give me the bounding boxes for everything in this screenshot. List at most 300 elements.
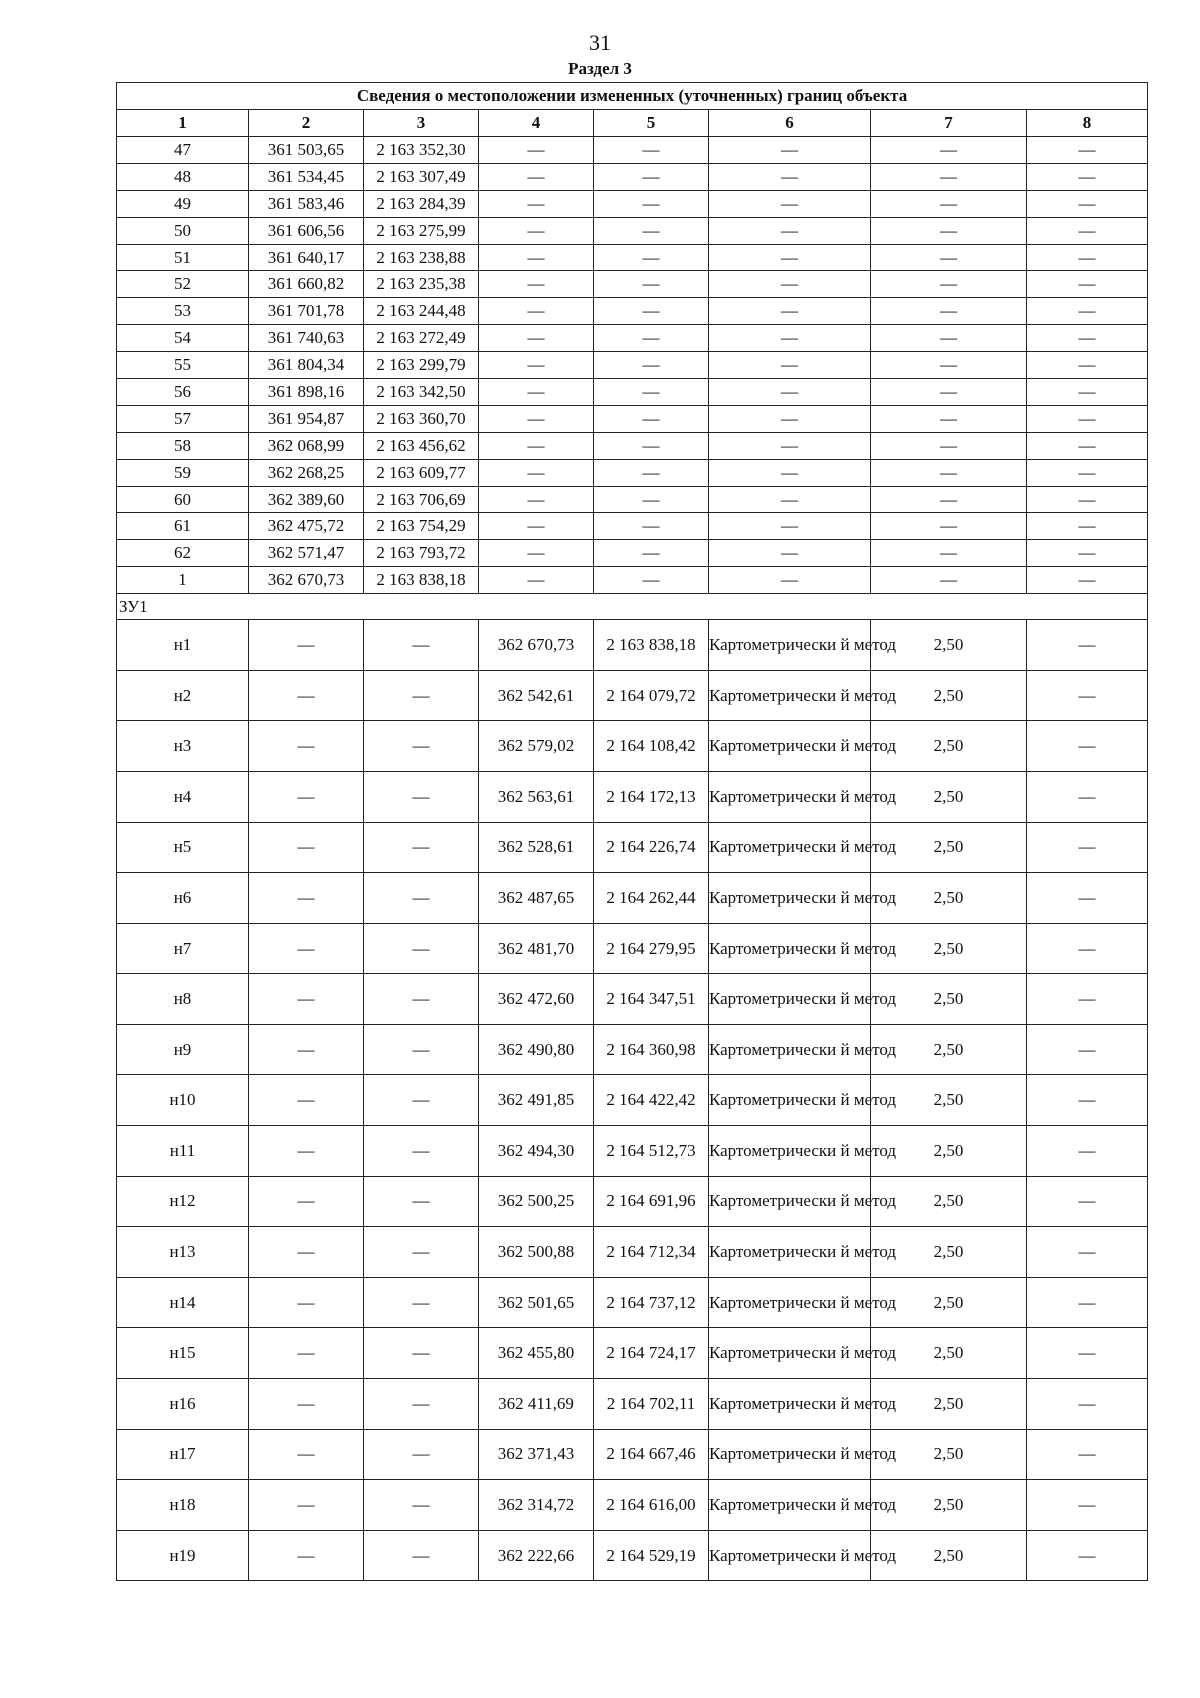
point-number: 59	[117, 459, 249, 486]
point-number: н16	[117, 1379, 249, 1430]
empty-dash: —	[1027, 1328, 1148, 1379]
empty-dash: —	[479, 405, 594, 432]
table-row	[117, 244, 1148, 271]
empty-dash: —	[249, 1530, 364, 1581]
table-row	[117, 822, 1148, 873]
point-number: н11	[117, 1126, 249, 1177]
empty-dash: —	[364, 1126, 479, 1177]
empty-dash: —	[479, 137, 594, 164]
table-row	[117, 974, 1148, 1025]
empty-dash: —	[1027, 620, 1148, 671]
empty-dash: —	[709, 244, 871, 271]
new-y: 2 164 347,51	[594, 974, 709, 1025]
accuracy: 2,50	[871, 1429, 1027, 1480]
table-row	[117, 486, 1148, 513]
point-number: 1	[117, 567, 249, 594]
empty-dash: —	[594, 567, 709, 594]
column-number: 3	[364, 110, 479, 137]
empty-dash: —	[871, 352, 1027, 379]
new-x: 362 481,70	[479, 923, 594, 974]
new-x: 362 371,43	[479, 1429, 594, 1480]
empty-dash: —	[479, 567, 594, 594]
method: Картометрически й метод	[709, 1480, 871, 1531]
empty-dash: —	[1027, 137, 1148, 164]
empty-dash: —	[1027, 217, 1148, 244]
empty-dash: —	[1027, 1530, 1148, 1581]
empty-dash: —	[249, 1227, 364, 1278]
existing-y: 2 163 307,49	[364, 163, 479, 190]
empty-dash: —	[709, 567, 871, 594]
new-y: 2 164 172,13	[594, 771, 709, 822]
method: Картометрически й метод	[709, 1126, 871, 1177]
new-x: 362 500,25	[479, 1176, 594, 1227]
existing-y: 2 163 238,88	[364, 244, 479, 271]
empty-dash: —	[709, 325, 871, 352]
empty-dash: —	[1027, 721, 1148, 772]
empty-dash: —	[594, 137, 709, 164]
accuracy: 2,50	[871, 721, 1027, 772]
point-number: 61	[117, 513, 249, 540]
existing-points-body	[117, 137, 1148, 594]
empty-dash: —	[709, 513, 871, 540]
column-number: 4	[479, 110, 594, 137]
table-row	[117, 432, 1148, 459]
empty-dash: —	[1027, 1379, 1148, 1430]
table-row	[117, 271, 1148, 298]
empty-dash: —	[1027, 1429, 1148, 1480]
new-x: 362 579,02	[479, 721, 594, 772]
section-title: Раздел 3	[568, 59, 632, 78]
table-row	[117, 459, 1148, 486]
new-y: 2 164 616,00	[594, 1480, 709, 1531]
table-title: Сведения о местоположении измененных (уточненных) границ объекта	[117, 83, 1148, 110]
empty-dash: —	[249, 1379, 364, 1430]
existing-x: 361 660,82	[249, 271, 364, 298]
table-row	[117, 325, 1148, 352]
method: Картометрически й метод	[709, 1227, 871, 1278]
empty-dash: —	[364, 1277, 479, 1328]
existing-x: 362 389,60	[249, 486, 364, 513]
table-row	[117, 513, 1148, 540]
empty-dash: —	[1027, 1277, 1148, 1328]
empty-dash: —	[871, 513, 1027, 540]
new-x: 362 455,80	[479, 1328, 594, 1379]
column-number: 6	[709, 110, 871, 137]
point-number: 56	[117, 379, 249, 406]
empty-dash: —	[871, 217, 1027, 244]
subsection-label: ЗУ1	[117, 594, 1148, 620]
point-number: 49	[117, 190, 249, 217]
existing-x: 362 268,25	[249, 459, 364, 486]
empty-dash: —	[594, 459, 709, 486]
empty-dash: —	[709, 298, 871, 325]
empty-dash: —	[1027, 513, 1148, 540]
point-number: н1	[117, 620, 249, 671]
empty-dash: —	[249, 1277, 364, 1328]
empty-dash: —	[479, 190, 594, 217]
empty-dash: —	[1027, 405, 1148, 432]
existing-y: 2 163 754,29	[364, 513, 479, 540]
empty-dash: —	[479, 513, 594, 540]
accuracy: 2,50	[871, 822, 1027, 873]
point-number: 48	[117, 163, 249, 190]
empty-dash: —	[871, 567, 1027, 594]
point-number: 50	[117, 217, 249, 244]
empty-dash: —	[364, 1429, 479, 1480]
new-y: 2 164 702,11	[594, 1379, 709, 1430]
new-x: 362 501,65	[479, 1277, 594, 1328]
table-row	[117, 190, 1148, 217]
table-row	[117, 163, 1148, 190]
method: Картометрически й метод	[709, 1277, 871, 1328]
empty-dash: —	[871, 163, 1027, 190]
empty-dash: —	[594, 352, 709, 379]
empty-dash: —	[364, 1176, 479, 1227]
method: Картометрически й метод	[709, 771, 871, 822]
existing-y: 2 163 235,38	[364, 271, 479, 298]
point-number: н19	[117, 1530, 249, 1581]
empty-dash: —	[249, 1176, 364, 1227]
empty-dash: —	[249, 923, 364, 974]
empty-dash: —	[364, 1530, 479, 1581]
empty-dash: —	[479, 540, 594, 567]
existing-x: 362 475,72	[249, 513, 364, 540]
new-y: 2 163 838,18	[594, 620, 709, 671]
empty-dash: —	[709, 352, 871, 379]
existing-y: 2 163 456,62	[364, 432, 479, 459]
new-y: 2 164 262,44	[594, 873, 709, 924]
new-y: 2 164 422,42	[594, 1075, 709, 1126]
existing-y: 2 163 275,99	[364, 217, 479, 244]
empty-dash: —	[249, 1075, 364, 1126]
empty-dash: —	[479, 352, 594, 379]
empty-dash: —	[249, 620, 364, 671]
empty-dash: —	[364, 771, 479, 822]
new-y: 2 164 226,74	[594, 822, 709, 873]
table-row	[117, 1429, 1148, 1480]
new-y: 2 164 279,95	[594, 923, 709, 974]
empty-dash: —	[594, 163, 709, 190]
table-row	[117, 1126, 1148, 1177]
accuracy: 2,50	[871, 1277, 1027, 1328]
new-x: 362 500,88	[479, 1227, 594, 1278]
empty-dash: —	[249, 721, 364, 772]
empty-dash: —	[479, 217, 594, 244]
new-x: 362 472,60	[479, 974, 594, 1025]
empty-dash: —	[364, 974, 479, 1025]
new-x: 362 222,66	[479, 1530, 594, 1581]
table-row	[117, 352, 1148, 379]
column-number: 8	[1027, 110, 1148, 137]
column-number-row	[117, 110, 1148, 137]
empty-dash: —	[871, 298, 1027, 325]
empty-dash: —	[1027, 1480, 1148, 1531]
empty-dash: —	[249, 1429, 364, 1480]
point-number: н6	[117, 873, 249, 924]
accuracy: 2,50	[871, 873, 1027, 924]
point-number: 60	[117, 486, 249, 513]
method: Картометрически й метод	[709, 620, 871, 671]
column-number: 5	[594, 110, 709, 137]
method: Картометрически й метод	[709, 1176, 871, 1227]
empty-dash: —	[1027, 244, 1148, 271]
empty-dash: —	[594, 432, 709, 459]
empty-dash: —	[709, 137, 871, 164]
table-row	[117, 721, 1148, 772]
empty-dash: —	[1027, 459, 1148, 486]
empty-dash: —	[709, 459, 871, 486]
point-number: н3	[117, 721, 249, 772]
method: Картометрически й метод	[709, 923, 871, 974]
existing-x: 361 606,56	[249, 217, 364, 244]
existing-x: 361 954,87	[249, 405, 364, 432]
empty-dash: —	[594, 540, 709, 567]
empty-dash: —	[1027, 923, 1148, 974]
empty-dash: —	[1027, 1176, 1148, 1227]
empty-dash: —	[594, 298, 709, 325]
new-x: 362 563,61	[479, 771, 594, 822]
empty-dash: —	[1027, 190, 1148, 217]
new-y: 2 164 512,73	[594, 1126, 709, 1177]
empty-dash: —	[479, 379, 594, 406]
empty-dash: —	[1027, 298, 1148, 325]
empty-dash: —	[364, 1227, 479, 1278]
empty-dash: —	[364, 670, 479, 721]
empty-dash: —	[1027, 670, 1148, 721]
existing-y: 2 163 244,48	[364, 298, 479, 325]
empty-dash: —	[1027, 379, 1148, 406]
accuracy: 2,50	[871, 1379, 1027, 1430]
point-number: н8	[117, 974, 249, 1025]
empty-dash: —	[1027, 163, 1148, 190]
table-row	[117, 379, 1148, 406]
point-number: 54	[117, 325, 249, 352]
new-y: 2 164 360,98	[594, 1024, 709, 1075]
existing-x: 362 670,73	[249, 567, 364, 594]
point-number: 57	[117, 405, 249, 432]
empty-dash: —	[871, 271, 1027, 298]
existing-y: 2 163 342,50	[364, 379, 479, 406]
accuracy: 2,50	[871, 1227, 1027, 1278]
empty-dash: —	[364, 1075, 479, 1126]
new-points-body	[117, 620, 1148, 1581]
existing-x: 362 571,47	[249, 540, 364, 567]
accuracy: 2,50	[871, 974, 1027, 1025]
empty-dash: —	[1027, 1024, 1148, 1075]
new-x: 362 411,69	[479, 1379, 594, 1430]
point-number: 52	[117, 271, 249, 298]
existing-x: 361 534,45	[249, 163, 364, 190]
existing-y: 2 163 838,18	[364, 567, 479, 594]
new-y: 2 164 712,34	[594, 1227, 709, 1278]
empty-dash: —	[871, 325, 1027, 352]
table-row	[117, 1530, 1148, 1581]
column-number: 1	[117, 110, 249, 137]
empty-dash: —	[871, 432, 1027, 459]
new-y: 2 164 691,96	[594, 1176, 709, 1227]
empty-dash: —	[249, 873, 364, 924]
table-row	[117, 670, 1148, 721]
empty-dash: —	[479, 459, 594, 486]
method: Картометрически й метод	[709, 1328, 871, 1379]
existing-x: 361 503,65	[249, 137, 364, 164]
empty-dash: —	[594, 271, 709, 298]
table-row	[117, 873, 1148, 924]
existing-y: 2 163 272,49	[364, 325, 479, 352]
point-number: н9	[117, 1024, 249, 1075]
empty-dash: —	[709, 486, 871, 513]
table-row	[117, 923, 1148, 974]
empty-dash: —	[479, 163, 594, 190]
method: Картометрически й метод	[709, 1379, 871, 1430]
method: Картометрически й метод	[709, 670, 871, 721]
existing-y: 2 163 706,69	[364, 486, 479, 513]
empty-dash: —	[249, 822, 364, 873]
point-number: н13	[117, 1227, 249, 1278]
table-row	[117, 540, 1148, 567]
empty-dash: —	[1027, 540, 1148, 567]
table-row	[117, 1176, 1148, 1227]
method: Картометрически й метод	[709, 1429, 871, 1480]
empty-dash: —	[249, 974, 364, 1025]
table-row	[117, 217, 1148, 244]
point-number: н12	[117, 1176, 249, 1227]
accuracy: 2,50	[871, 620, 1027, 671]
table-row	[117, 1277, 1148, 1328]
empty-dash: —	[594, 513, 709, 540]
empty-dash: —	[479, 486, 594, 513]
point-number: 55	[117, 352, 249, 379]
empty-dash: —	[594, 325, 709, 352]
point-number: н10	[117, 1075, 249, 1126]
empty-dash: —	[479, 298, 594, 325]
table-row	[117, 1227, 1148, 1278]
point-number: н4	[117, 771, 249, 822]
empty-dash: —	[249, 1480, 364, 1531]
table-row	[117, 405, 1148, 432]
empty-dash: —	[1027, 1075, 1148, 1126]
empty-dash: —	[1027, 567, 1148, 594]
existing-y: 2 163 352,30	[364, 137, 479, 164]
empty-dash: —	[709, 163, 871, 190]
accuracy: 2,50	[871, 1328, 1027, 1379]
empty-dash: —	[364, 873, 479, 924]
new-x: 362 487,65	[479, 873, 594, 924]
empty-dash: —	[249, 1024, 364, 1075]
empty-dash: —	[364, 620, 479, 671]
empty-dash: —	[1027, 771, 1148, 822]
new-y: 2 164 724,17	[594, 1328, 709, 1379]
point-number: н18	[117, 1480, 249, 1531]
new-y: 2 164 079,72	[594, 670, 709, 721]
empty-dash: —	[871, 379, 1027, 406]
empty-dash: —	[364, 1024, 479, 1075]
existing-y: 2 163 793,72	[364, 540, 479, 567]
empty-dash: —	[709, 432, 871, 459]
empty-dash: —	[594, 244, 709, 271]
new-x: 362 542,61	[479, 670, 594, 721]
new-x: 362 494,30	[479, 1126, 594, 1177]
method: Картометрически й метод	[709, 1075, 871, 1126]
existing-x: 361 804,34	[249, 352, 364, 379]
empty-dash: —	[709, 540, 871, 567]
empty-dash: —	[1027, 486, 1148, 513]
existing-y: 2 163 299,79	[364, 352, 479, 379]
column-number: 7	[871, 110, 1027, 137]
empty-dash: —	[1027, 352, 1148, 379]
empty-dash: —	[479, 432, 594, 459]
existing-y: 2 163 609,77	[364, 459, 479, 486]
table-row	[117, 620, 1148, 671]
empty-dash: —	[1027, 873, 1148, 924]
new-x: 362 491,85	[479, 1075, 594, 1126]
empty-dash: —	[364, 1328, 479, 1379]
point-number: 58	[117, 432, 249, 459]
empty-dash: —	[1027, 432, 1148, 459]
empty-dash: —	[594, 190, 709, 217]
accuracy: 2,50	[871, 1480, 1027, 1531]
accuracy: 2,50	[871, 1126, 1027, 1177]
existing-x: 361 898,16	[249, 379, 364, 406]
point-number: н17	[117, 1429, 249, 1480]
coordinates-table	[116, 82, 1148, 1581]
method: Картометрически й метод	[709, 822, 871, 873]
new-y: 2 164 737,12	[594, 1277, 709, 1328]
method: Картометрически й метод	[709, 1530, 871, 1581]
accuracy: 2,50	[871, 1075, 1027, 1126]
existing-x: 361 740,63	[249, 325, 364, 352]
method: Картометрически й метод	[709, 1024, 871, 1075]
new-x: 362 670,73	[479, 620, 594, 671]
point-number: 51	[117, 244, 249, 271]
method: Картометрически й метод	[709, 974, 871, 1025]
method: Картометрически й метод	[709, 873, 871, 924]
empty-dash: —	[594, 486, 709, 513]
empty-dash: —	[871, 190, 1027, 217]
point-number: 53	[117, 298, 249, 325]
empty-dash: —	[364, 923, 479, 974]
new-x: 362 528,61	[479, 822, 594, 873]
empty-dash: —	[249, 1126, 364, 1177]
accuracy: 2,50	[871, 670, 1027, 721]
point-number: н15	[117, 1328, 249, 1379]
existing-x: 361 701,78	[249, 298, 364, 325]
empty-dash: —	[249, 670, 364, 721]
existing-x: 362 068,99	[249, 432, 364, 459]
empty-dash: —	[479, 325, 594, 352]
empty-dash: —	[871, 405, 1027, 432]
empty-dash: —	[871, 244, 1027, 271]
empty-dash: —	[871, 137, 1027, 164]
accuracy: 2,50	[871, 771, 1027, 822]
empty-dash: —	[479, 271, 594, 298]
new-x: 362 314,72	[479, 1480, 594, 1531]
empty-dash: —	[364, 1379, 479, 1430]
empty-dash: —	[1027, 325, 1148, 352]
new-y: 2 164 108,42	[594, 721, 709, 772]
empty-dash: —	[364, 721, 479, 772]
empty-dash: —	[479, 244, 594, 271]
table-row	[117, 1075, 1148, 1126]
table-row	[117, 1480, 1148, 1531]
empty-dash: —	[249, 1328, 364, 1379]
empty-dash: —	[709, 271, 871, 298]
point-number: н2	[117, 670, 249, 721]
accuracy: 2,50	[871, 1176, 1027, 1227]
empty-dash: —	[1027, 271, 1148, 298]
table-row	[117, 567, 1148, 594]
table-row	[117, 298, 1148, 325]
